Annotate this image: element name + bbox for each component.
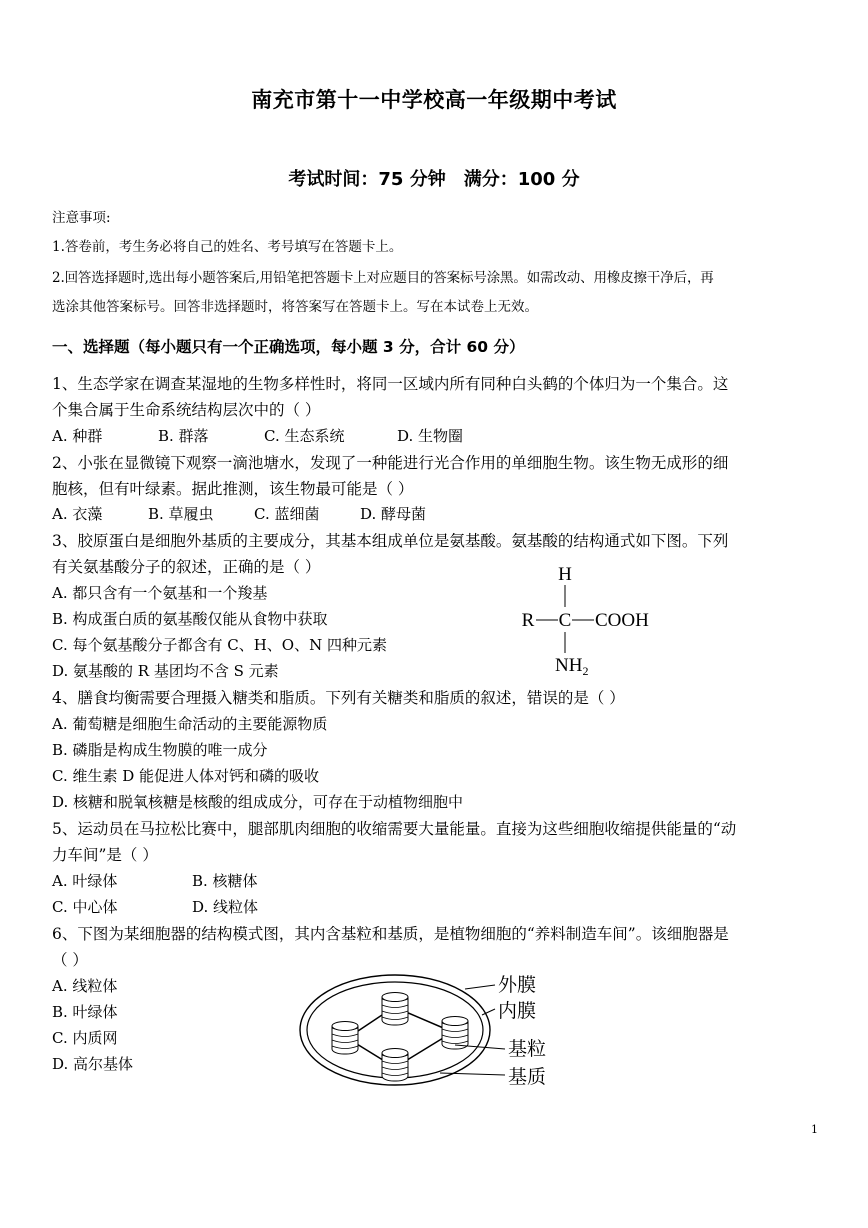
label-outer-membrane: 外膜 — [498, 974, 537, 996]
q6-option-c: C. 内质网 — [52, 1029, 118, 1047]
question-1-options — [52, 425, 463, 446]
label-granum: 基粒 — [508, 1038, 547, 1060]
formula-nh2 — [555, 655, 588, 678]
q4-option-a: A. 葡萄糖是细胞生命活动的主要能源物质 — [52, 715, 328, 733]
notes-heading: 注意事项: — [52, 210, 111, 226]
q4-option-c: C. 维生素 D 能促进人体对钙和磷的吸收 — [52, 767, 320, 785]
q1-option-d: D. 生物圈 — [397, 427, 464, 445]
q2-option-c: C. 蓝细菌 — [254, 505, 320, 523]
question-6-line-2: （ ） — [52, 951, 88, 969]
granum-left — [332, 1022, 358, 1055]
question-1-line-2: 个集合属于生命系统结构层次中的（ ） — [52, 401, 321, 419]
q6-option-a: A. 线粒体 — [52, 977, 118, 995]
label-inner-membrane: 内膜 — [498, 1000, 537, 1022]
question-2-options — [52, 503, 426, 524]
exam-score: 满分：100 分 — [463, 169, 580, 190]
page-number: 1 — [811, 1123, 818, 1136]
q2-option-a: A. 衣藻 — [52, 505, 103, 523]
q1-option-b: B. 群落 — [158, 427, 209, 445]
label-stroma: 基质 — [508, 1066, 547, 1088]
q3-option-a: A. 都只含有一个氨基和一个羧基 — [52, 584, 268, 602]
question-1-line-1: 1、生态学家在调查某湿地的生物多样性时，将同一区域内所有同种白头鹤的个体归为一个集合。这 — [52, 375, 729, 393]
section-heading: 一、选择题（每小题只有一个正确选项，每小题 3 分，合计 60 分） — [52, 338, 525, 356]
notes-item-2-line-2: 选涂其他答案标号。回答非选择题时，将答案写在答题卡上。写在本试卷上无效。 — [52, 299, 538, 315]
exam-info — [0, 165, 868, 191]
amino-acid-formula — [505, 560, 675, 680]
q5-option-a: A. 叶绿体 — [52, 872, 118, 890]
notes-item-2-line-1: 2.回答选择题时,选出每小题答案后,用铅笔把答题卡上对应题目的答案标号涂黑。如需改动、用橡皮擦干净后，再 — [52, 270, 714, 286]
formula-r: R — [521, 610, 535, 631]
question-2-line-1: 2、小张在显微镜下观察一滴池塘水，发现了一种能进行光合作用的单细胞生物。该生物无成形的细 — [52, 454, 729, 472]
question-6-line-1: 6、下图为某细胞器的结构模式图，其内含基粒和基质，是植物细胞的“养料制造车间”。该细胞器是 — [52, 925, 729, 943]
notes-item-1: 1.答卷前，考生务必将自己的姓名、考号填写在答题卡上。 — [52, 239, 403, 255]
question-5-line-1: 5、运动员在马拉松比赛中，腿部肌肉细胞的收缩需要大量能量。直接为这些细胞收缩提供能量的“动 — [52, 820, 737, 838]
q3-option-d: D. 氨基酸的 R 基团均不含 S 元素 — [52, 662, 279, 680]
q6-option-b: B. 叶绿体 — [52, 1003, 118, 1021]
question-5-line-2: 力车间”是（ ） — [52, 846, 158, 864]
q6-option-d: D. 高尔基体 — [52, 1055, 134, 1073]
granum-top — [382, 993, 408, 1026]
q1-option-a: A. 种群 — [52, 427, 103, 445]
formula-cooh: COOH — [595, 610, 649, 631]
formula-nh: NH — [555, 655, 583, 676]
question-5-options-row-2 — [52, 896, 258, 917]
q2-option-d: D. 酵母菌 — [360, 505, 427, 523]
question-2-line-2: 胞核，但有叶绿素。据此推测，该生物最可能是（ ） — [52, 480, 414, 498]
formula-subscript-2: 2 — [582, 664, 589, 678]
exam-time: 考试时间：75 分钟 — [288, 169, 446, 190]
question-5-options-row-1 — [52, 870, 258, 891]
q1-option-c: C. 生态系统 — [264, 427, 345, 445]
formula-c: C — [558, 610, 572, 631]
q5-option-b: B. 核糖体 — [192, 872, 258, 890]
chloroplast-diagram — [295, 965, 575, 1095]
q2-option-b: B. 草履虫 — [148, 505, 214, 523]
granum-bottom — [382, 1049, 408, 1082]
formula-h: H — [558, 564, 572, 585]
q5-option-d: D. 线粒体 — [192, 898, 259, 916]
question-3-line-1: 3、胶原蛋白是细胞外基质的主要成分，其基本组成单位是氨基酸。氨基酸的结构通式如下图。下列 — [52, 532, 729, 550]
q5-option-c: C. 中心体 — [52, 898, 118, 916]
q4-option-d: D. 核糖和脱氧核糖是核酸的组成成分，可存在于动植物细胞中 — [52, 793, 464, 811]
granum-right — [442, 1017, 468, 1050]
q4-option-b: B. 磷脂是构成生物膜的唯一成分 — [52, 741, 268, 759]
q3-option-b: B. 构成蛋白质的氨基酸仅能从食物中获取 — [52, 610, 328, 628]
page-title: 南充市第十一中学校高一年级期中考试 — [251, 88, 617, 112]
question-3-line-2: 有关氨基酸分子的叙述，正确的是（ ） — [52, 558, 321, 576]
question-4-line-1: 4、膳食均衡需要合理摄入糖类和脂质。下列有关糖类和脂质的叙述，错误的是（ ） — [52, 689, 625, 707]
q3-option-c: C. 每个氨基酸分子都含有 C、H、O、N 四种元素 — [52, 636, 387, 654]
